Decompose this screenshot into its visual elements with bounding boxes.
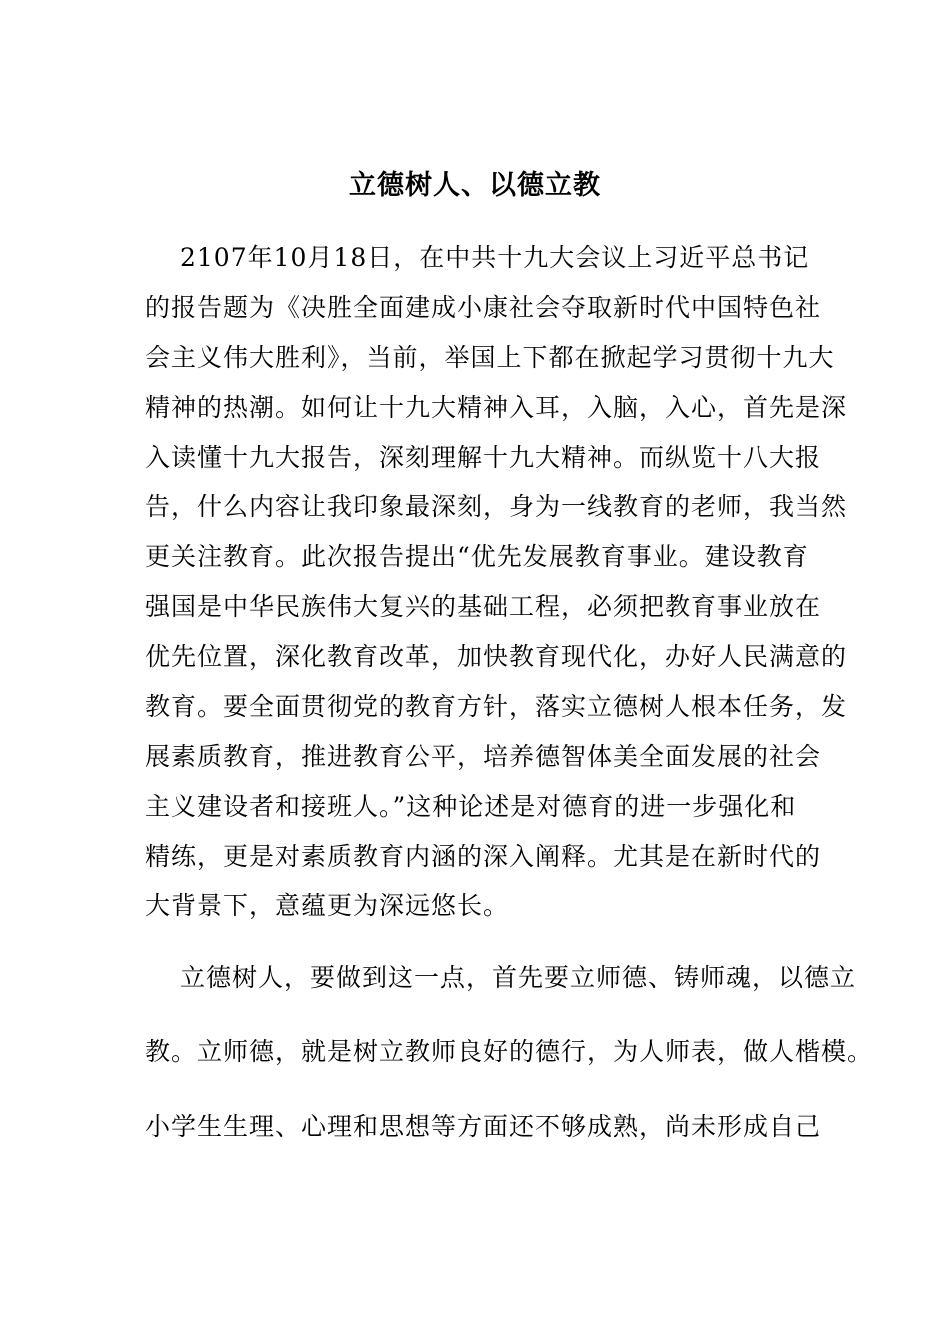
document-title: 立德树人、以德立教 (349, 170, 601, 201)
paragraph-line: 展素质教育，推进教育公平，培养德智体美全面发展的社会 (145, 742, 822, 771)
paragraph-line: 更关注教育。此次报告提出“优先发展教育事业。建设教育 (145, 542, 809, 571)
paragraph-line: 主义建设者和接班人。”这种论述是对德育的进一步强化和 (145, 792, 797, 821)
paragraph-line: 告，什么内容让我印象最深刻，身为一线教育的老师，我当然 (145, 492, 848, 521)
paragraph-line: 教。立师德，就是树立教师良好的德行，为人师表，做人楷模。 (145, 1037, 874, 1066)
paragraph-line: 入读懂十九大报告，深刻理解十九大精神。而纵览十八大报 (145, 443, 822, 472)
paragraph-line: 精练，更是对素质教育内涵的深入阐释。尤其是在新时代的 (145, 842, 822, 871)
paragraph-line: 会主义伟大胜利》，当前，举国上下都在掀起学习贯彻十九大 (145, 343, 835, 372)
paragraph-line: 小学生生理、心理和思想等方面还不够成熟，尚未形成自己 (145, 1112, 822, 1141)
paragraph-line: 优先位置，深化教育改革，加快教育现代化，办好人民满意的 (145, 642, 848, 671)
paragraph-line: 2107年10月18日，在中共十九大会议上习近平总书记 (180, 243, 810, 272)
paragraph-line: 的报告题为《决胜全面建成小康社会夺取新时代中国特色社 (145, 293, 822, 322)
paragraph-line: 教育。要全面贯彻党的教育方针，落实立德树人根本任务，发 (145, 692, 848, 721)
paragraph-line: 精神的热潮。如何让十九大精神入耳，入脑，入心，首先是深 (145, 393, 848, 422)
paragraph-line: 大背景下，意蕴更为深远悠长。 (145, 891, 510, 920)
paragraph-line: 立德树人，要做到这一点，首先要立师德、铸师魂，以德立 (180, 963, 857, 992)
paragraph-line: 强国是中华民族伟大复兴的基础工程，必须把教育事业放在 (145, 592, 822, 621)
